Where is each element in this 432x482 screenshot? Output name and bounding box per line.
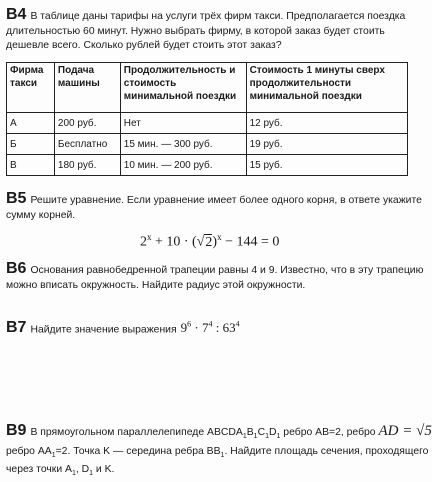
formula-exponent: 4 bbox=[235, 320, 240, 329]
table-row bbox=[7, 113, 408, 134]
task-text: B bbox=[246, 427, 254, 438]
formula-part: 9 bbox=[180, 320, 188, 336]
table-cell: В bbox=[7, 155, 55, 176]
formula-part: 63 bbox=[222, 320, 236, 336]
formula-part: ) bbox=[212, 234, 218, 250]
column-header: Продолжительность и стоимость минимальной поездки bbox=[120, 63, 246, 113]
task-text: . Найдите площадь сечения, проходящего bbox=[224, 445, 429, 457]
table-cell: А bbox=[7, 113, 55, 134]
task-text: ребро AA bbox=[6, 445, 52, 457]
table-row bbox=[7, 134, 408, 155]
table-cell: 200 руб. bbox=[54, 113, 120, 134]
task-text: можно вписать окружность. Найдите радиус этой окружности. bbox=[6, 279, 306, 291]
formula-exponent: x bbox=[217, 232, 222, 242]
task-text: через точки A bbox=[6, 464, 72, 476]
expression: $9^6 \cdot 7^4$ : $63^4$ bbox=[180, 320, 240, 336]
sqrt-sign: √ bbox=[196, 234, 205, 250]
subscript: 1 bbox=[51, 451, 56, 459]
table-row bbox=[7, 155, 408, 176]
expression: AD = √5 bbox=[378, 423, 432, 439]
table-cell: 19 руб. bbox=[246, 134, 407, 155]
task-b9 bbox=[6, 422, 432, 482]
task-text: Основания равнобедренной трапеции равны 4 и 9. Известно, что в эту трапецию bbox=[30, 265, 424, 276]
column-header: Фирма такси bbox=[7, 63, 55, 113]
subscript: 1 bbox=[220, 451, 225, 459]
task-b5 bbox=[6, 190, 422, 223]
task-text: В таблице даны тарифы на услуги трёх фирм такси. Предполагается поездка bbox=[30, 11, 406, 22]
task-number: B4 bbox=[6, 6, 27, 23]
formula-part: 7 bbox=[201, 320, 209, 336]
task-text: сумму корней. bbox=[6, 209, 76, 221]
formula-exponent: 6 bbox=[187, 320, 192, 329]
task-text: ребро AB=2, ребро bbox=[280, 427, 376, 438]
table-cell: 180 руб. bbox=[54, 155, 120, 176]
task-text: Найдите значение выражения bbox=[30, 324, 177, 336]
task-text: C bbox=[257, 427, 266, 438]
formula-part: + 10 · ( bbox=[151, 234, 197, 250]
formula-exponent: 4 bbox=[208, 320, 213, 329]
subscript: 1 bbox=[276, 433, 281, 441]
subscript: 1 bbox=[265, 433, 269, 441]
task-number: B9 bbox=[6, 422, 27, 439]
table-cell: 10 мин. — 200 руб. bbox=[120, 155, 246, 176]
task-text: =2. Точка K — середина ребра BB bbox=[55, 445, 221, 457]
task-text: длительностью 60 минут. Нужно выбрать фирму, в которой заказ будет стоить bbox=[6, 25, 385, 37]
task-number: B5 bbox=[6, 190, 27, 207]
column-header: Стоимость 1 минуты сверх продолжительности минимальной поездки bbox=[246, 63, 407, 113]
table-cell: 12 руб. bbox=[246, 113, 407, 134]
taxi-tariffs-table bbox=[6, 62, 408, 176]
task-number: B7 bbox=[6, 319, 27, 337]
subscript: 1 bbox=[71, 470, 76, 478]
table-cell: Бесплатно bbox=[54, 134, 120, 155]
task-b7 bbox=[6, 318, 408, 338]
subscript: 1 bbox=[89, 470, 94, 478]
task-b4 bbox=[6, 8, 408, 54]
table-header-row bbox=[7, 63, 408, 113]
task-text: дешевле всего. Сколько рублей будет стоить этот заказ? bbox=[6, 40, 282, 51]
task-text: и K. bbox=[93, 464, 115, 476]
task-text: , D bbox=[75, 464, 90, 476]
subscript: 1 bbox=[253, 433, 258, 441]
table-cell: 15 руб. bbox=[246, 155, 407, 176]
table-cell: Нет bbox=[120, 113, 246, 134]
task-number: B6 bbox=[6, 260, 27, 277]
task-b6 bbox=[6, 260, 424, 293]
table-cell: 15 мин. — 300 руб. bbox=[120, 134, 246, 155]
task-text: D bbox=[269, 427, 277, 438]
formula-radicand: 2 bbox=[205, 234, 213, 250]
subscript: 1 bbox=[242, 433, 247, 441]
task-text: Решите уравнение. Если уравнение имеет более одного корня, в ответе укажите bbox=[30, 195, 422, 206]
formula-part: − 144 = 0 bbox=[221, 234, 280, 250]
formula-exponent: x bbox=[147, 232, 152, 242]
equation bbox=[140, 232, 279, 251]
task-text: В прямоугольном параллелепипеде ABCDA bbox=[30, 427, 243, 438]
column-header: Подача машины bbox=[54, 63, 120, 113]
formula-part: 2 bbox=[140, 234, 147, 250]
table-cell: Б bbox=[7, 134, 55, 155]
